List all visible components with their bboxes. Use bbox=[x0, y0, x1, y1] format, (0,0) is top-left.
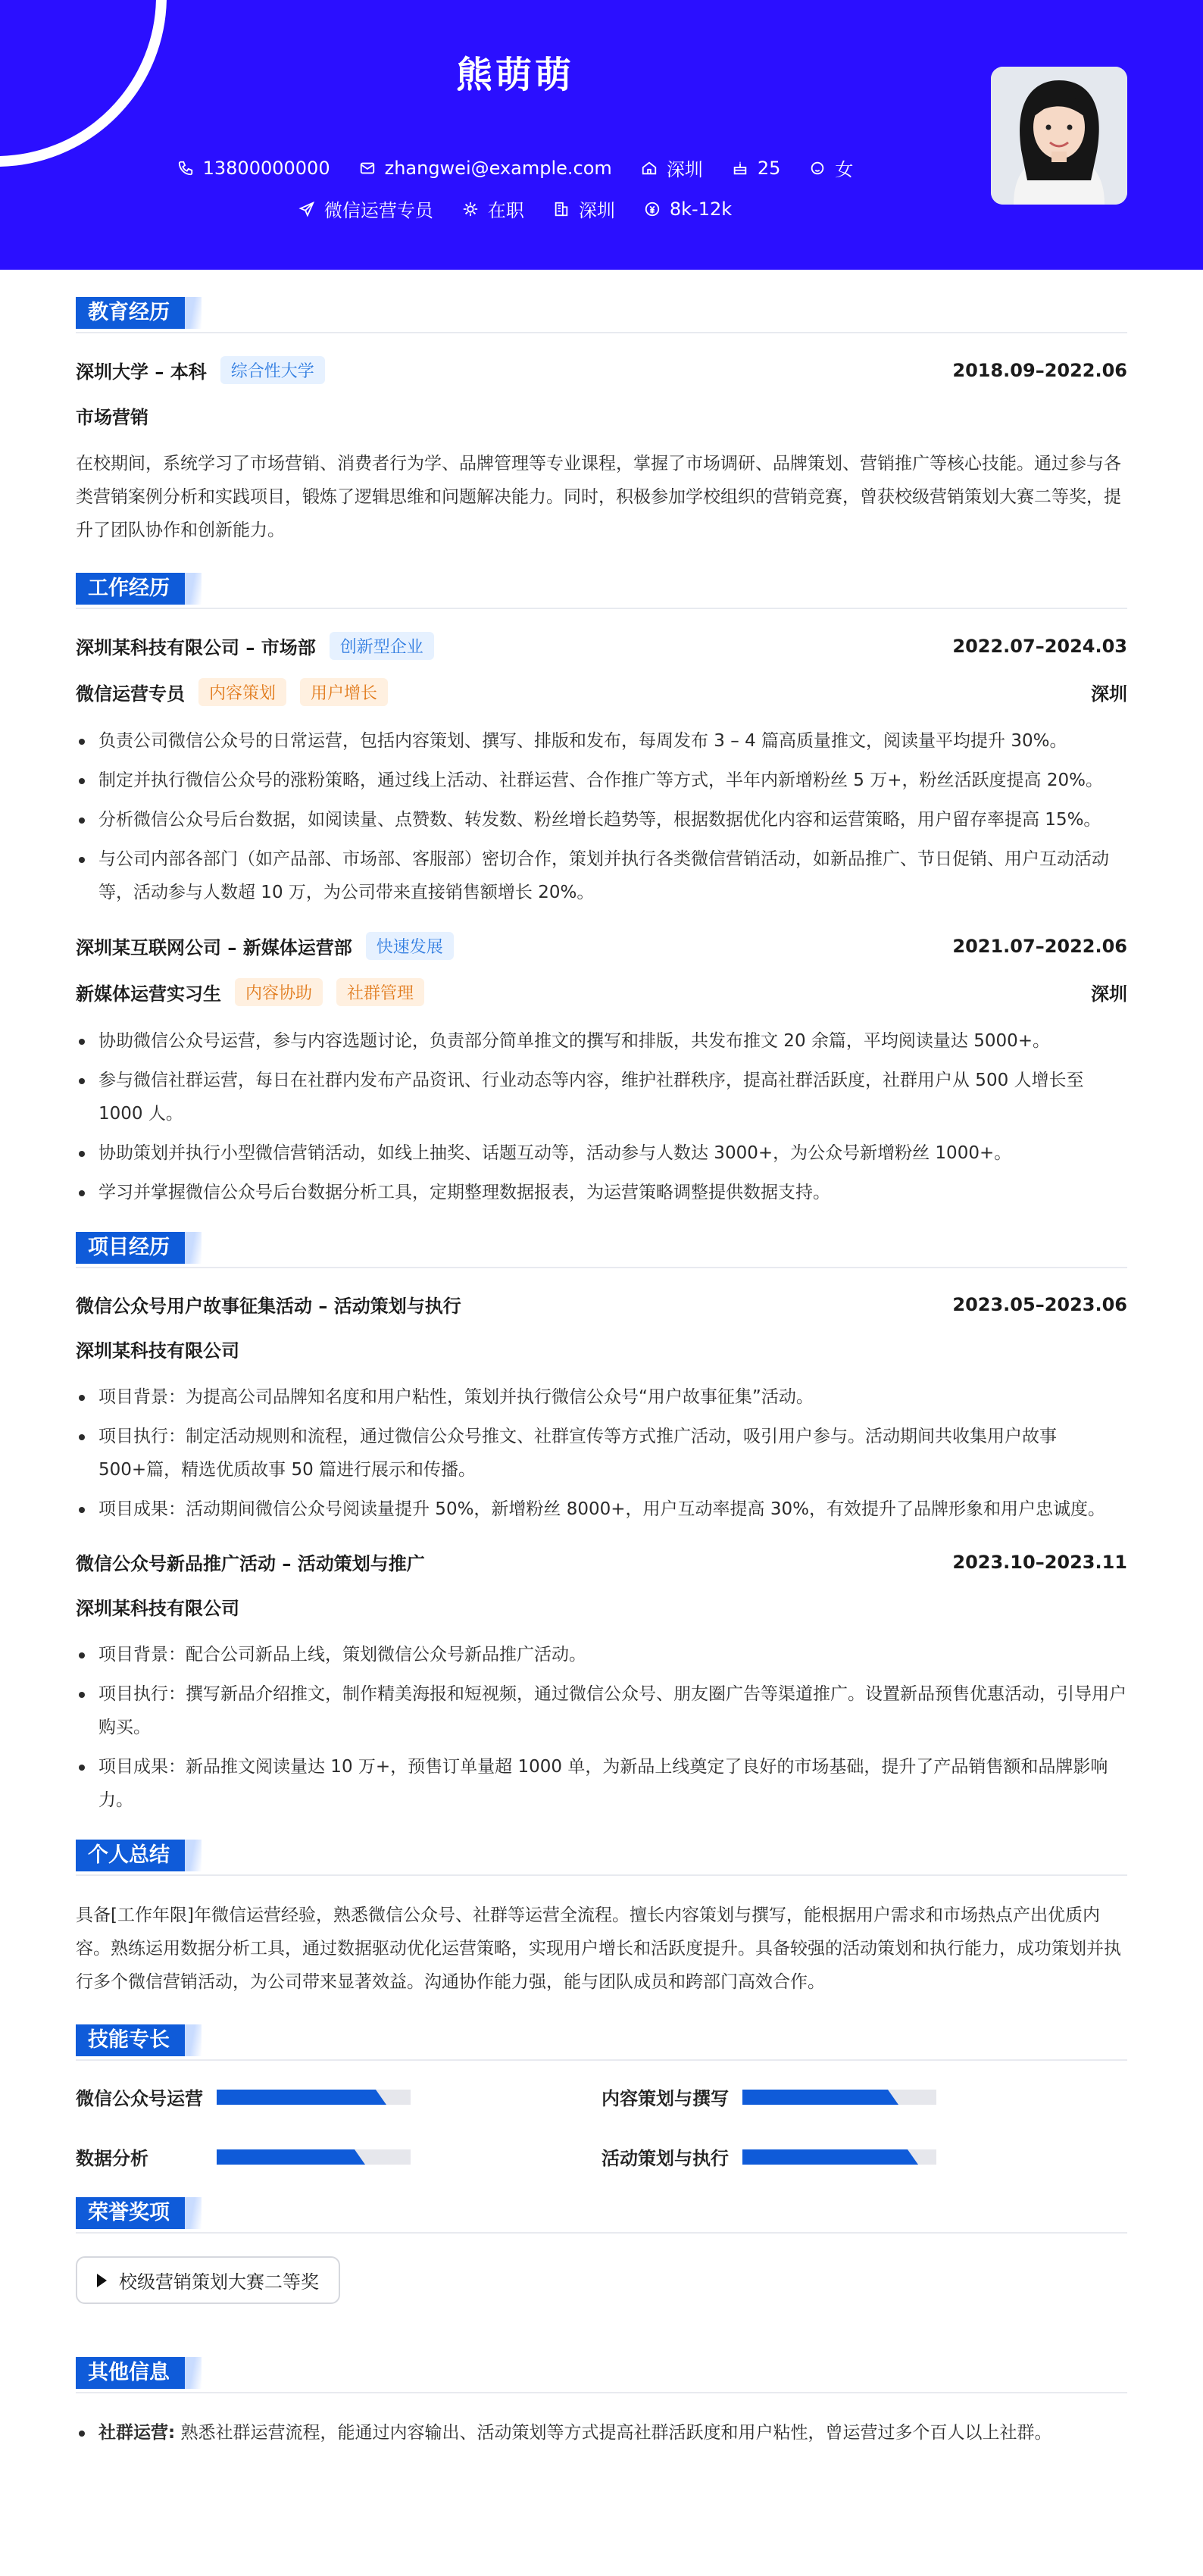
project-org: 深圳某科技有限公司 bbox=[76, 1340, 239, 1361]
contact-row bbox=[0, 155, 1030, 181]
list-item: 与公司内部各部门（如产品部、市场部、客服部）密切合作，策划并执行各类微信营销活动，如新品推广、节日促销、用户互动活动等，活动参与人数超 10 万，为公司带来直接销售额增长 20%。 bbox=[76, 843, 1127, 909]
job-role-row bbox=[76, 678, 1127, 706]
status-text: 在职 bbox=[487, 200, 524, 221]
job-location: 深圳 bbox=[1091, 983, 1127, 1005]
send-icon bbox=[298, 201, 315, 217]
city-text: 深圳 bbox=[666, 159, 703, 180]
job-company-row bbox=[76, 932, 1127, 960]
project-org-row bbox=[76, 1593, 1127, 1620]
job-intent-row bbox=[0, 195, 1030, 222]
skill-bar bbox=[742, 2149, 936, 2165]
job-date: 2022.07–2024.03 bbox=[952, 635, 1127, 657]
school-name: 深圳大学 – 本科 bbox=[76, 361, 207, 383]
honor-item[interactable] bbox=[76, 2256, 340, 2304]
avatar bbox=[991, 67, 1127, 205]
skill-item bbox=[602, 2143, 1127, 2170]
age-info bbox=[732, 155, 781, 181]
gender-text: 女 bbox=[835, 159, 854, 180]
skill-bar bbox=[742, 2090, 936, 2105]
job-entry bbox=[76, 932, 1127, 1209]
project-name-row bbox=[76, 1291, 1127, 1318]
job-role-row bbox=[76, 978, 1127, 1006]
money-icon bbox=[644, 201, 661, 217]
home-icon bbox=[641, 160, 658, 177]
work-section bbox=[76, 573, 1127, 1209]
summary-text: 具备[工作年限]年微信运营经验，熟悉微信公众号、社群等运营全流程。擅长内容策划与撰写，能根据用户需求和市场热点产出优质内容。熟练运用数据分析工具，通过数据驱动优化运营策略，实现用户增长和活跃度提升。具备较强的活动策划和执行能力，成功策划并执行多个微信营销活动，为公司带来显著效益。沟通协作能力强，能与团队成员和跨部门高效合作。 bbox=[76, 1905, 1121, 1992]
status-icon bbox=[462, 201, 479, 217]
job-duties bbox=[76, 1024, 1127, 1209]
education-row bbox=[76, 356, 1127, 384]
list-item: 项目成果：活动期间微信公众号阅读量提升 50%，新增粉丝 8000+，用户互动率提高 30%，有效提升了品牌形象和用户忠诚度。 bbox=[76, 1493, 1127, 1526]
school-tag: 综合性大学 bbox=[220, 356, 325, 384]
list-item: 项目成果：新品推文阅读量达 10 万+，预售订单量超 1000 单，为新品上线奠定了良好的市场基础，提升了产品销售额和品牌影响力。 bbox=[76, 1750, 1127, 1817]
position-text: 微信运营专员 bbox=[323, 200, 433, 221]
list-item: 项目执行：制定活动规则和流程，通过微信公众号推文、社群宣传等方式推广活动，吸引用户参与。活动期间共收集用户故事 500+篇，精选优质故事 50 篇进行展示和传播。 bbox=[76, 1420, 1127, 1487]
section-title: 技能专长 bbox=[76, 2024, 185, 2056]
section-header bbox=[76, 2197, 1127, 2234]
section-title: 工作经历 bbox=[76, 573, 185, 605]
section-title: 个人总结 bbox=[76, 1840, 185, 1871]
skill-name: 活动策划与执行 bbox=[602, 2148, 729, 2169]
avatar-portrait bbox=[991, 67, 1127, 205]
gender-info bbox=[809, 155, 853, 181]
play-triangle-icon bbox=[97, 2274, 107, 2287]
section-title: 项目经历 bbox=[76, 1232, 185, 1264]
other-list bbox=[76, 2416, 1127, 2449]
skill-bar bbox=[217, 2090, 411, 2105]
list-item: 项目执行：撰写新品介绍推文，制作精美海报和短视频，通过微信公众号、朋友圈广告等渠道推广。设置新品预售优惠活动，引导用户购买。 bbox=[76, 1677, 1127, 1744]
list-item: 制定并执行微信公众号的涨粉策略，通过线上活动、社群运营、合作推广等方式，半年内新增粉丝 5 万+，粉丝活跃度提高 20%。 bbox=[76, 764, 1127, 797]
job-location: 深圳 bbox=[1091, 683, 1127, 705]
project-org: 深圳某科技有限公司 bbox=[76, 1598, 239, 1619]
job-duties bbox=[76, 724, 1127, 909]
phone-text: 13800000000 bbox=[202, 157, 330, 179]
list-item: 参与微信社群运营，每日在社群内发布产品资讯、行业动态等内容，维护社群秩序，提高社群活跃度，社群用户从 500 人增长至 1000 人。 bbox=[76, 1064, 1127, 1130]
city-info bbox=[641, 155, 703, 181]
section-header bbox=[76, 1232, 1127, 1268]
skill-bar-fill bbox=[742, 2090, 886, 2105]
job-entry bbox=[76, 632, 1127, 909]
skills-grid bbox=[76, 2084, 1127, 2170]
job-company-row bbox=[76, 632, 1127, 660]
education-description: 在校期间，系统学习了市场营销、消费者行为学、品牌管理等专业课程，掌握了市场调研、品牌策划、营销推广等核心技能。通过参与各类营销案例分析和实践项目，锻炼了逻辑思维和问题解决能力。同时，积极参加学校组织的营销竞赛，曾获校级营销策划大赛二等奖，提升了团队协作和创新能力。 bbox=[76, 454, 1121, 540]
list-item: 项目背景：为提高公司品牌知名度和用户粘性，策划并执行微信公众号“用户故事征集”活动。 bbox=[76, 1380, 1127, 1414]
skill-name: 内容策划与撰写 bbox=[602, 2088, 729, 2109]
work-city-text: 深圳 bbox=[578, 200, 615, 221]
email-text: zhangwei@example.com bbox=[384, 157, 612, 179]
education-date: 2018.09–2022.06 bbox=[952, 359, 1127, 381]
candidate-name: 熊萌萌 bbox=[455, 54, 574, 96]
phone-icon bbox=[177, 160, 194, 177]
project-name: 微信公众号用户故事征集活动 – 活动策划与执行 bbox=[76, 1296, 461, 1317]
skill-bar-fill bbox=[217, 2149, 352, 2165]
skills-section bbox=[76, 2024, 1127, 2170]
skill-item bbox=[602, 2084, 1127, 2110]
company-tag: 快速发展 bbox=[366, 932, 454, 960]
list-item: 协助微信公众号运营，参与内容选题讨论，负责部分简单推文的撰写和排版，共发布推文 20 余篇，平均阅读量达 5000+。 bbox=[76, 1024, 1127, 1058]
building-icon bbox=[553, 201, 570, 217]
skill-bar-fill bbox=[742, 2149, 905, 2165]
major-name: 市场营销 bbox=[76, 407, 148, 428]
section-header bbox=[76, 1840, 1127, 1876]
other-text: 熟悉社群运营流程，能通过内容输出、活动策划等方式提高社群活跃度和用户粘性，曾运营过多个百人以上社群。 bbox=[180, 2423, 1052, 2443]
project-name: 微信公众号新品推广活动 – 活动策划与推广 bbox=[76, 1553, 425, 1574]
resume-body bbox=[0, 270, 1203, 2449]
list-item: 负责公司微信公众号的日常运营，包括内容策划、撰写、排版和发布，每周发布 3 – 4 篇高质量推文，阅读量平均提升 30%。 bbox=[76, 724, 1127, 758]
gender-icon bbox=[809, 160, 826, 177]
list-item bbox=[76, 2416, 1127, 2449]
section-header bbox=[76, 573, 1127, 609]
age-text: 25 bbox=[757, 157, 781, 179]
projects-section bbox=[76, 1232, 1127, 1817]
section-title: 荣誉奖项 bbox=[76, 2197, 185, 2229]
other-section bbox=[76, 2357, 1127, 2449]
mail-icon bbox=[359, 160, 376, 177]
project-date: 2023.10–2023.11 bbox=[952, 1551, 1127, 1573]
company-tag: 创新型企业 bbox=[330, 632, 434, 660]
job-date: 2021.07–2022.06 bbox=[952, 935, 1127, 957]
project-date: 2023.05–2023.06 bbox=[952, 1293, 1127, 1315]
section-title: 教育经历 bbox=[76, 297, 185, 329]
skill-item bbox=[76, 2084, 602, 2110]
list-item: 分析微信公众号后台数据，如阅读量、点赞数、转发数、粉丝增长趋势等，根据数据优化内容和运营策略，用户留存率提高 15%。 bbox=[76, 803, 1127, 836]
job-role: 新媒体运营实习生 bbox=[76, 983, 221, 1005]
education-section bbox=[76, 297, 1127, 547]
section-header bbox=[76, 2357, 1127, 2393]
project-details bbox=[76, 1638, 1127, 1817]
company-name: 深圳某互联网公司 – 新媒体运营部 bbox=[76, 937, 352, 958]
major-row bbox=[76, 402, 1127, 429]
honor-text: 校级营销策划大赛二等奖 bbox=[119, 2271, 319, 2293]
project-org-row bbox=[76, 1336, 1127, 1362]
position-info bbox=[298, 195, 433, 222]
list-item: 协助策划并执行小型微信营销活动，如线上抽奖、话题互动等，活动参与人数达 3000+，为公众号新增粉丝 1000+。 bbox=[76, 1136, 1127, 1170]
role-tag: 内容策划 bbox=[198, 678, 286, 706]
salary-text: 8k-12k bbox=[669, 198, 733, 220]
skill-bar-fill bbox=[217, 2090, 373, 2105]
section-header bbox=[76, 2024, 1127, 2061]
skill-name: 微信公众号运营 bbox=[76, 2088, 203, 2109]
status-info bbox=[462, 195, 524, 222]
role-tag: 社群管理 bbox=[336, 978, 424, 1006]
role-tag: 内容协助 bbox=[235, 978, 323, 1006]
salary-info bbox=[644, 195, 732, 222]
phone-info bbox=[177, 155, 330, 181]
cake-icon bbox=[732, 160, 748, 177]
section-title: 其他信息 bbox=[76, 2357, 185, 2389]
email-info bbox=[359, 155, 612, 181]
project-entry bbox=[76, 1549, 1127, 1817]
work-city-info bbox=[553, 195, 615, 222]
section-header bbox=[76, 297, 1127, 333]
list-item: 项目背景：配合公司新品上线，策划微信公众号新品推广活动。 bbox=[76, 1638, 1127, 1671]
list-item: 学习并掌握微信公众号后台数据分析工具，定期整理数据报表，为运营策略调整提供数据支持。 bbox=[76, 1176, 1127, 1209]
other-label: 社群运营: bbox=[98, 2423, 176, 2443]
job-role: 微信运营专员 bbox=[76, 683, 185, 705]
company-name: 深圳某科技有限公司 – 市场部 bbox=[76, 637, 316, 658]
skill-name: 数据分析 bbox=[76, 2148, 148, 2169]
skill-bar bbox=[217, 2149, 411, 2165]
summary-section bbox=[76, 1840, 1127, 1999]
project-name-row bbox=[76, 1549, 1127, 1575]
honors-section bbox=[76, 2197, 1127, 2334]
project-entry bbox=[76, 1291, 1127, 1526]
role-tag: 用户增长 bbox=[300, 678, 388, 706]
project-details bbox=[76, 1380, 1127, 1526]
skill-item bbox=[76, 2143, 602, 2170]
resume-header bbox=[0, 0, 1203, 270]
